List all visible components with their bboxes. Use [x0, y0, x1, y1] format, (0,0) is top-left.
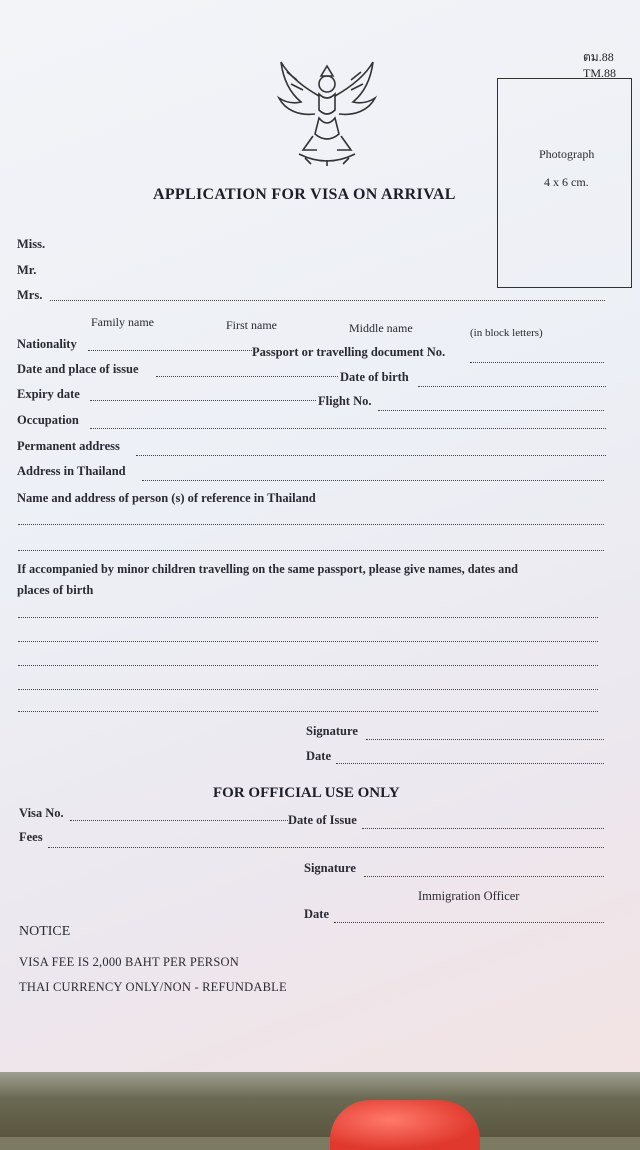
applicant-date-field[interactable] — [336, 763, 604, 764]
notice-heading: NOTICE — [19, 924, 71, 939]
officer-signature-field[interactable] — [364, 876, 604, 877]
passport-label: Passport or travelling document No. — [252, 345, 446, 359]
garuda-emblem-icon — [275, 58, 379, 168]
reference-person-label: Name and address of person (s) of reference in Thailand — [17, 491, 316, 505]
visa-no-field[interactable] — [70, 820, 288, 821]
fees-label: Fees — [19, 830, 43, 844]
official-use-heading: FOR OFFICIAL USE ONLY — [213, 785, 400, 801]
currency-notice: THAI CURRENCY ONLY/NON - REFUNDABLE — [19, 980, 287, 994]
photograph-box — [497, 78, 632, 288]
officer-date-label: Date — [304, 907, 329, 921]
date-place-issue-label: Date and place of issue — [17, 362, 139, 376]
permanent-address-label: Permanent address — [17, 439, 120, 453]
applicant-signature-label: Signature — [306, 724, 358, 738]
date-of-issue-label: Date of Issue — [288, 813, 357, 827]
visa-fee-notice: VISA FEE IS 2,000 BAHT PER PERSON — [19, 955, 239, 969]
flight-no-field[interactable] — [378, 410, 604, 411]
applicant-date-label: Date — [306, 749, 331, 763]
date-of-birth-label: Date of birth — [340, 370, 409, 384]
name-field[interactable] — [50, 300, 605, 301]
children-line-4[interactable] — [18, 689, 598, 690]
photograph-size: 4 x 6 cm. — [544, 175, 589, 189]
address-thailand-field[interactable] — [142, 480, 604, 481]
minor-children-instructions: If accompanied by minor children travelling on the same passport, please give names, dates and — [17, 562, 518, 576]
form-code: TM.88 — [583, 66, 616, 80]
table-surface — [0, 1072, 640, 1137]
children-line-1[interactable] — [18, 617, 598, 618]
nationality-label: Nationality — [17, 337, 77, 351]
middle-name-label: Middle name — [349, 321, 413, 335]
form-title: APPLICATION FOR VISA ON ARRIVAL — [153, 186, 456, 203]
flight-no-label: Flight No. — [318, 394, 372, 408]
block-letters-note: (in block letters) — [470, 327, 543, 339]
reference-line-2[interactable] — [18, 550, 604, 551]
red-object — [330, 1100, 480, 1150]
children-line-2[interactable] — [18, 641, 598, 642]
reference-line-1[interactable] — [18, 524, 604, 525]
permanent-address-field[interactable] — [136, 455, 606, 456]
salutation-mr: Mr. — [17, 263, 37, 277]
nationality-field[interactable] — [88, 350, 252, 351]
occupation-field[interactable] — [90, 428, 606, 429]
date-place-issue-field[interactable] — [156, 376, 338, 377]
immigration-officer-label: Immigration Officer — [418, 889, 520, 903]
address-thailand-label: Address in Thailand — [17, 464, 126, 478]
expiry-date-field[interactable] — [90, 400, 316, 401]
officer-date-field[interactable] — [334, 922, 604, 923]
expiry-date-label: Expiry date — [17, 387, 80, 401]
minor-children-instructions-2: places of birth — [17, 583, 94, 597]
fees-field[interactable] — [48, 847, 604, 848]
salutation-miss: Miss. — [17, 237, 46, 251]
visa-no-label: Visa No. — [19, 806, 64, 820]
date-of-issue-field[interactable] — [362, 828, 604, 829]
date-of-birth-field[interactable] — [418, 386, 606, 387]
first-name-label: First name — [226, 318, 277, 332]
photograph-label: Photograph — [539, 147, 595, 161]
occupation-label: Occupation — [17, 413, 79, 427]
passport-field[interactable] — [470, 362, 604, 363]
salutation-mrs: Mrs. — [17, 288, 43, 302]
form-code-thai: ตม.88 — [583, 50, 614, 64]
family-name-label: Family name — [91, 315, 154, 329]
applicant-signature-field[interactable] — [366, 739, 604, 740]
officer-signature-label: Signature — [304, 861, 356, 875]
children-line-3[interactable] — [18, 665, 598, 666]
children-line-5[interactable] — [18, 711, 598, 712]
